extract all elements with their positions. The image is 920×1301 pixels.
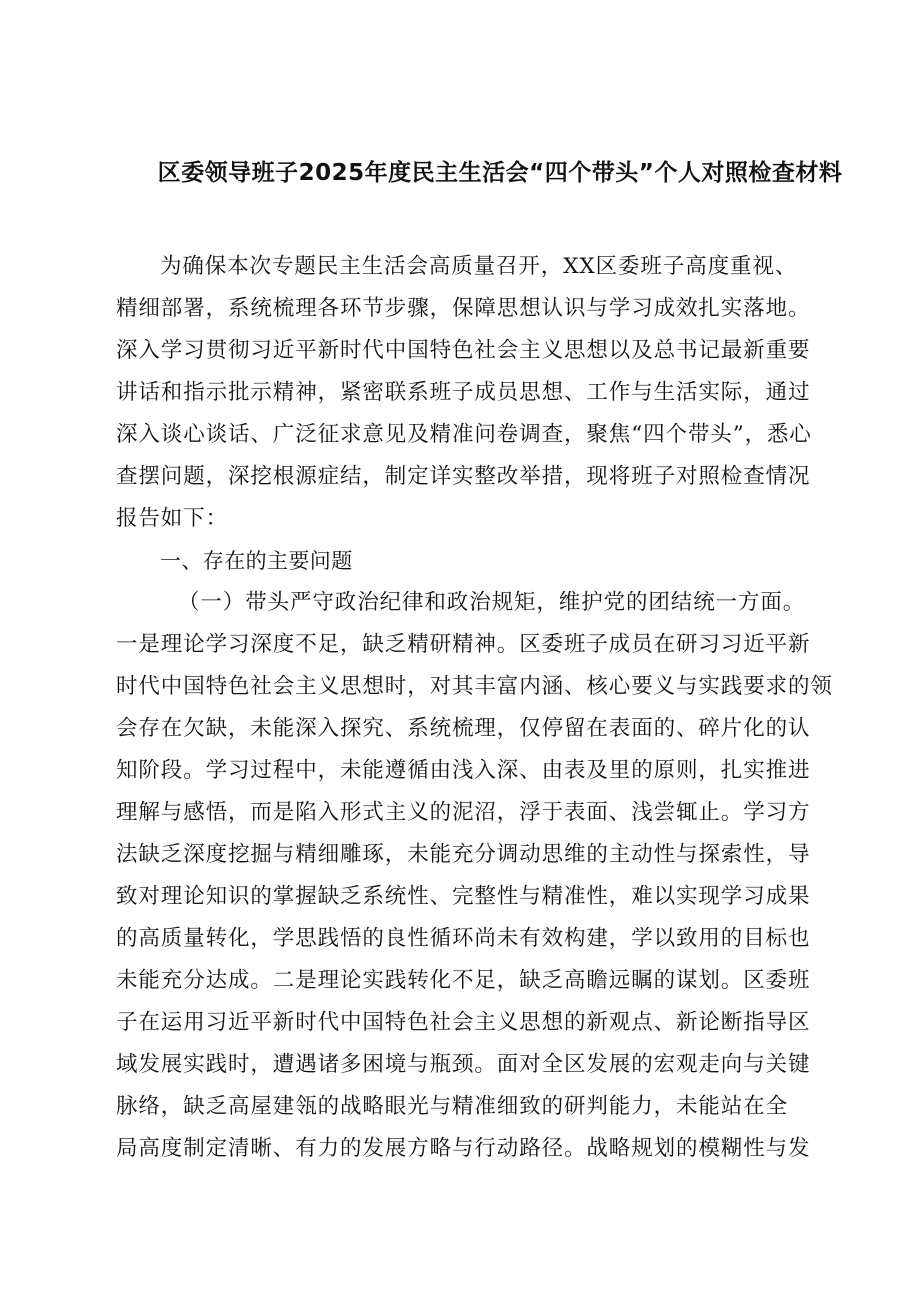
paragraph-line: 为确保本次专题民主生活会高质量召开，XX区委班子高度重视、 [160, 254, 798, 279]
document-title: 区委领导班子2025年度民主生活会“四个带头”个人对照检查材料 [157, 160, 843, 186]
paragraph-line: 理解与感悟，而是陷入形式主义的泥沼，浮于表面、浅尝辄止。学习方 [116, 800, 811, 825]
paragraph-line: 法缺乏深度挖掘与精细雕琢，未能充分调动思维的主动性与探索性，导 [116, 842, 811, 867]
paragraph-line: 的高质量转化，学思践悟的良性循环尚未有效构建，学以致用的目标也 [116, 926, 811, 951]
subsection-heading: （一）带头严守政治纪律和政治规矩，维护党的团结统一方面。 [178, 590, 806, 615]
paragraph-line: 未能充分达成。二是理论实践转化不足，缺乏高瞻远瞩的谋划。区委班 [116, 968, 811, 993]
paragraph-line: 致对理论知识的掌握缺乏系统性、完整性与精准性，难以实现学习成果 [116, 884, 811, 909]
paragraph-line: 局高度制定清晰、有力的发展方略与行动路径。战略规划的模糊性与发 [116, 1136, 811, 1161]
paragraph-line: 讲话和指示批示精神，紧密联系班子成员思想、工作与生活实际，通过 [116, 380, 811, 405]
paragraph-line: 深入谈心谈话、广泛征求意见及精准问卷调查，聚焦“四个带头”，悉心 [116, 422, 812, 447]
section-heading: 一、存在的主要问题 [160, 549, 353, 573]
document-body [116, 246, 840, 1170]
paragraph-line: 域发展实践时，遭遇诸多困境与瓶颈。面对全区发展的宏观走向与关键 [116, 1052, 811, 1077]
paragraph-line: 脉络，缺乏高屋建瓴的战略眼光与精准细致的研判能力，未能站在全 [116, 1094, 789, 1119]
paragraph-line: 精细部署，系统梳理各环节步骤，保障思想认识与学习成效扎实落地。 [116, 296, 811, 321]
paragraph-line: 会存在欠缺，未能深入探究、系统梳理，仅停留在表面的、碎片化的认 [116, 716, 811, 741]
paragraph-line: 深入学习贯彻习近平新时代中国特色社会主义思想以及总书记最新重要 [116, 338, 811, 363]
paragraph-line: 知阶段。学习过程中，未能遵循由浅入深、由表及里的原则，扎实推进 [116, 758, 811, 783]
paragraph-line: 查摆问题，深挖根源症结，制定详实整改举措，现将班子对照检查情况 [116, 464, 811, 489]
paragraph-line: 一是理论学习深度不足，缺乏精研精神。区委班子成员在研习习近平新 [116, 632, 811, 657]
paragraph-line: 报告如下： [116, 506, 229, 531]
paragraph-line: 时代中国特色社会主义思想时，对其丰富内涵、核心要义与实践要求的领 [116, 674, 833, 699]
paragraph-line: 子在运用习近平新时代中国特色社会主义思想的新观点、新论断指导区 [116, 1010, 811, 1035]
